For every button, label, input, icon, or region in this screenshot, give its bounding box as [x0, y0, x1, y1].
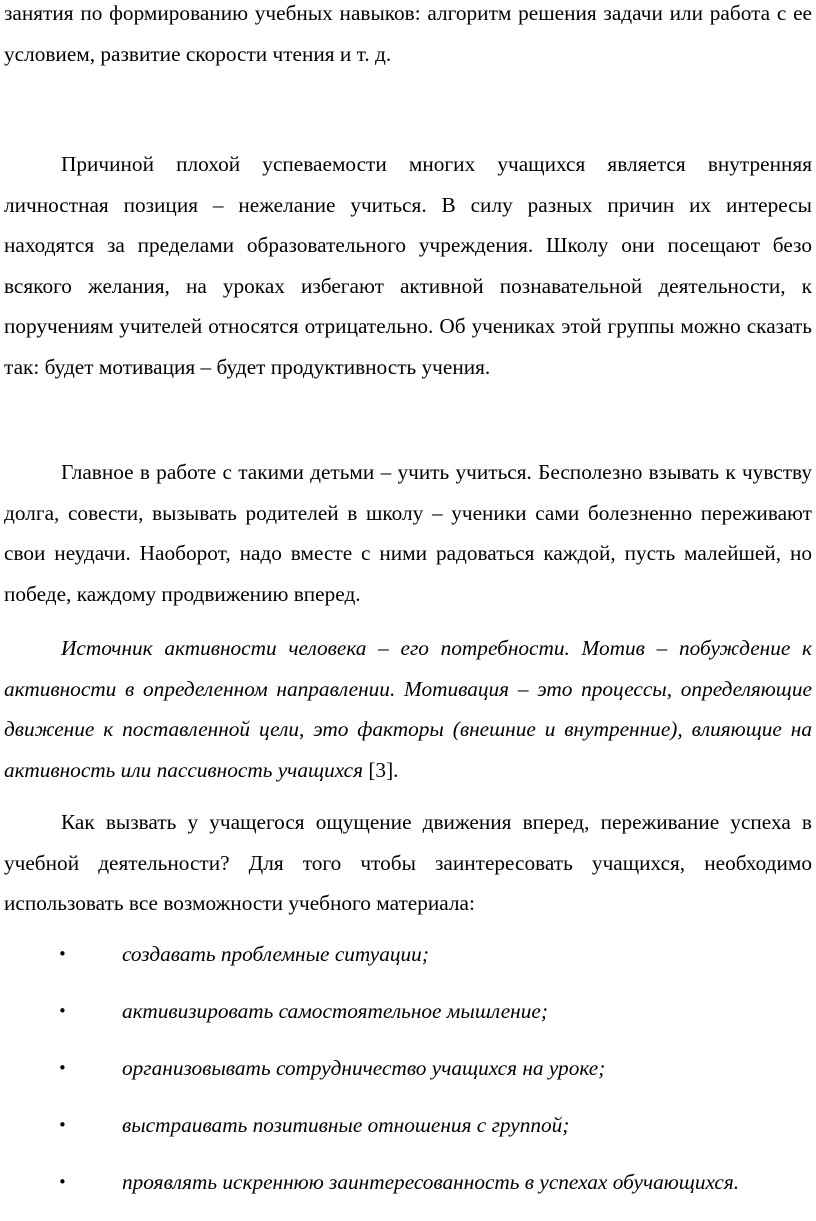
bullet-icon: • — [58, 1173, 67, 1191]
list-item-text: активизировать самостоятельное мышление; — [122, 999, 548, 1023]
paragraph-motivation-definition — [4, 628, 812, 790]
list-item-text: выстраивать позитивные отношения с группой; — [122, 1113, 570, 1137]
list-item-text: организовывать сотрудничество учащихся на уроке; — [122, 1056, 606, 1080]
paragraph-learning-to-learn: Главное в работе с такими детьми – учить учиться. Бесполезно взывать к чувству долга, совести, вызывать родителей в школу – ученики сами болезненно переживают свои неудачи. Наоборот, надо вместе с ними радоваться каждой, пусть малейшей, но победе, каждому продвижению вперед. — [4, 460, 812, 606]
list-item-text: создавать проблемные ситуации; — [122, 942, 429, 966]
list-item — [0, 1105, 816, 1162]
bullet-icon: • — [58, 1116, 67, 1134]
citation-reference: [3]. — [363, 757, 399, 782]
list-item — [0, 991, 816, 1048]
motivation-definition-text: Источник активности человека – его потребности. Мотив – побуждение к активности в определенном направлении. Мотивация – это процессы, определяющие движение к поставленной цели, это факторы (внешние и внутренние), влияющие на активность или пассивность учащихся — [4, 636, 812, 782]
paragraph-poor-performance: Причиной плохой успеваемости многих учащихся является внутренняя личностная позиция – нежелание учиться. В силу разных причин их интересы находятся за пределами образовательного учреждения. Школу они посещают безо всякого желания, на уроках избегают активной познавательной деятельности, к поручениям учителей относятся отрицательно. Об учениках этой группы можно сказать так: будет мотивация – будет продуктивность учения. — [4, 152, 812, 379]
list-item — [0, 1048, 816, 1105]
list-item — [0, 1162, 816, 1219]
bullet-icon: • — [58, 1059, 67, 1077]
bullet-icon: • — [58, 1002, 67, 1020]
methods-list — [0, 934, 816, 1219]
list-item-text: проявлять искреннюю заинтересованность в успехах обучающихся. — [122, 1170, 740, 1194]
paragraph-success-question: Как вызвать у учащегося ощущение движения вперед, переживание успеха в учебной деятельности? Для того чтобы заинтересовать учащихся, необходимо использовать все возможности учебного материала: — [4, 810, 812, 915]
list-item — [0, 934, 816, 991]
bullet-icon: • — [58, 945, 67, 963]
paragraph-fragment: занятия по формированию учебных навыков: алгоритм решения задачи или работа с ее условием, развитие скорости чтения и т. д. — [4, 1, 812, 66]
